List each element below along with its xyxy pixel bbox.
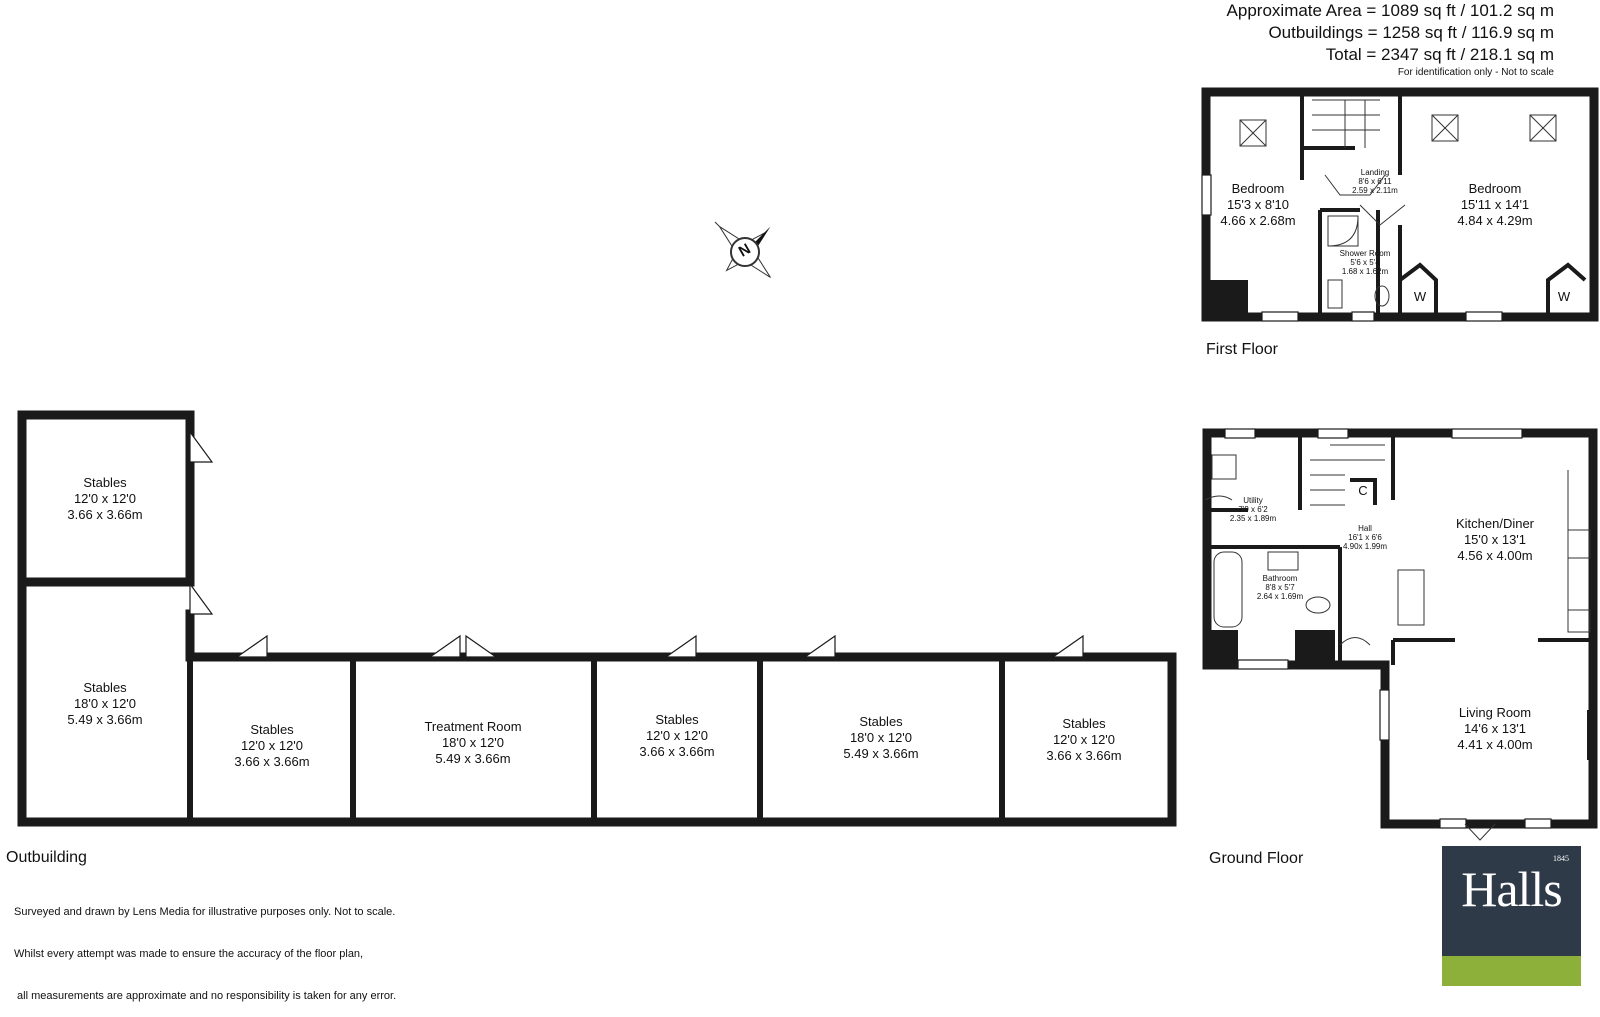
room-imperial: 15'11 x 14'1 bbox=[1460, 197, 1530, 212]
room-name: Stables bbox=[83, 475, 127, 490]
outbuildings-area: Outbuildings = 1258 sq ft / 116.9 sq m bbox=[1268, 23, 1554, 42]
room-label-living-room bbox=[1430, 705, 1560, 753]
room-name: Stables bbox=[250, 722, 294, 737]
room-name: Bedroom bbox=[1231, 181, 1285, 196]
first-floor-title: First Floor bbox=[1206, 341, 1278, 358]
room-label-first-bedroom-1 bbox=[1210, 181, 1306, 229]
room-metric: 4.41 x 4.00m bbox=[1457, 737, 1533, 752]
room-name: Stables bbox=[1062, 716, 1106, 731]
room-label-bathroom bbox=[1245, 574, 1315, 601]
room-name: Bedroom bbox=[1468, 181, 1522, 196]
room-name: Utility bbox=[1243, 496, 1263, 505]
room-metric: 5.49 x 3.66m bbox=[435, 751, 511, 766]
room-imperial: 15'0 x 13'1 bbox=[1463, 532, 1527, 547]
room-imperial: 12'0 x 12'0 bbox=[1052, 732, 1116, 747]
room-metric: 3.66 x 3.66m bbox=[639, 744, 715, 759]
room-name: Landing bbox=[1360, 168, 1390, 177]
room-metric: 2.59 x 2.11m bbox=[1352, 186, 1398, 195]
room-imperial: 7'9 x 6'2 bbox=[1238, 505, 1268, 514]
room-name: Stables bbox=[859, 714, 903, 729]
ground-floor-title: Ground Floor bbox=[1209, 850, 1304, 867]
room-name: Bathroom bbox=[1262, 574, 1298, 583]
logo-year: 1845 bbox=[1553, 854, 1569, 863]
room-metric: 4.66 x 2.68m bbox=[1220, 213, 1296, 228]
room-metric: 3.66 x 3.66m bbox=[234, 754, 310, 769]
room-label-kitchen-diner bbox=[1430, 516, 1560, 564]
room-metric: 3.66 x 3.66m bbox=[1046, 748, 1122, 763]
room-name: Stables bbox=[83, 680, 127, 695]
room-metric: 1.68 x 1.62m bbox=[1341, 267, 1389, 276]
room-metric: 4.90x 1.99m bbox=[1342, 542, 1388, 551]
room-imperial: 14'6 x 13'1 bbox=[1463, 721, 1527, 736]
room-label-first-bedroom-2 bbox=[1430, 181, 1560, 229]
room-imperial: 18'0 x 12'0 bbox=[441, 735, 505, 750]
room-name: Shower Room bbox=[1339, 249, 1391, 258]
room-imperial: 8'6 x 6'11 bbox=[1358, 177, 1392, 186]
disclaimer bbox=[14, 877, 396, 1017]
halls-logo bbox=[1442, 846, 1581, 986]
room-label-hall bbox=[1330, 524, 1400, 551]
room-label-shower-room bbox=[1332, 249, 1398, 276]
compass-north-letter: N bbox=[735, 240, 754, 261]
wardrobe-mark: W bbox=[1413, 289, 1427, 304]
room-imperial: 8'8 x 5'7 bbox=[1265, 583, 1295, 592]
room-imperial: 5'6 x 5'4 bbox=[1350, 258, 1380, 267]
room-imperial: 16'1 x 6'6 bbox=[1348, 533, 1382, 542]
disclaimer-line: all measurements are approximate and no responsibility is taken for any error. bbox=[14, 990, 397, 1002]
room-label-landing bbox=[1345, 168, 1405, 195]
room-name: Kitchen/Diner bbox=[1455, 516, 1535, 531]
room-metric: 2.35 x 1.89m bbox=[1229, 514, 1277, 523]
room-label-stables-2 bbox=[45, 680, 165, 728]
outbuilding-title: Outbuilding bbox=[6, 849, 87, 866]
room-imperial: 15'3 x 8'10 bbox=[1226, 197, 1290, 212]
total-area: Total = 2347 sq ft / 218.1 sq m bbox=[1325, 45, 1554, 64]
room-metric: 5.49 x 3.66m bbox=[67, 712, 143, 727]
room-imperial: 12'0 x 12'0 bbox=[645, 728, 709, 743]
scale-note: For identification only - Not to scale bbox=[1397, 67, 1554, 78]
disclaimer-line: Whilst every attempt was made to ensure the accuracy of the floor plan, bbox=[14, 948, 364, 960]
wardrobe-mark: W bbox=[1557, 289, 1571, 304]
room-label-treatment-room bbox=[403, 719, 543, 767]
room-imperial: 18'0 x 12'0 bbox=[849, 730, 913, 745]
logo-green-band bbox=[1442, 956, 1581, 986]
room-metric: 5.49 x 3.66m bbox=[843, 746, 919, 761]
room-metric: 4.84 x 4.29m bbox=[1457, 213, 1533, 228]
cupboard-mark: C bbox=[1358, 483, 1368, 498]
room-name: Stables bbox=[655, 712, 699, 727]
disclaimer-line: Surveyed and drawn by Lens Media for illustrative purposes only. Not to scale. bbox=[14, 906, 396, 918]
room-label-stables-6 bbox=[1024, 716, 1144, 764]
room-label-stables-4 bbox=[617, 712, 737, 760]
room-label-stables-1 bbox=[45, 475, 165, 523]
room-metric: 3.66 x 3.66m bbox=[67, 507, 143, 522]
room-imperial: 12'0 x 12'0 bbox=[240, 738, 304, 753]
room-name: Hall bbox=[1358, 524, 1372, 533]
room-metric: 2.64 x 1.69m bbox=[1256, 592, 1304, 601]
room-name: Living Room bbox=[1458, 705, 1532, 720]
room-label-stables-5 bbox=[821, 714, 941, 762]
room-metric: 4.56 x 4.00m bbox=[1457, 548, 1533, 563]
room-imperial: 12'0 x 12'0 bbox=[73, 491, 137, 506]
room-label-stables-3 bbox=[212, 722, 332, 770]
room-imperial: 18'0 x 12'0 bbox=[73, 696, 137, 711]
room-label-utility bbox=[1220, 496, 1286, 523]
room-name: Treatment Room bbox=[424, 719, 522, 734]
approx-area: Approximate Area = 1089 sq ft / 101.2 sq m bbox=[1226, 1, 1554, 20]
logo-name: Halls bbox=[1461, 861, 1562, 917]
